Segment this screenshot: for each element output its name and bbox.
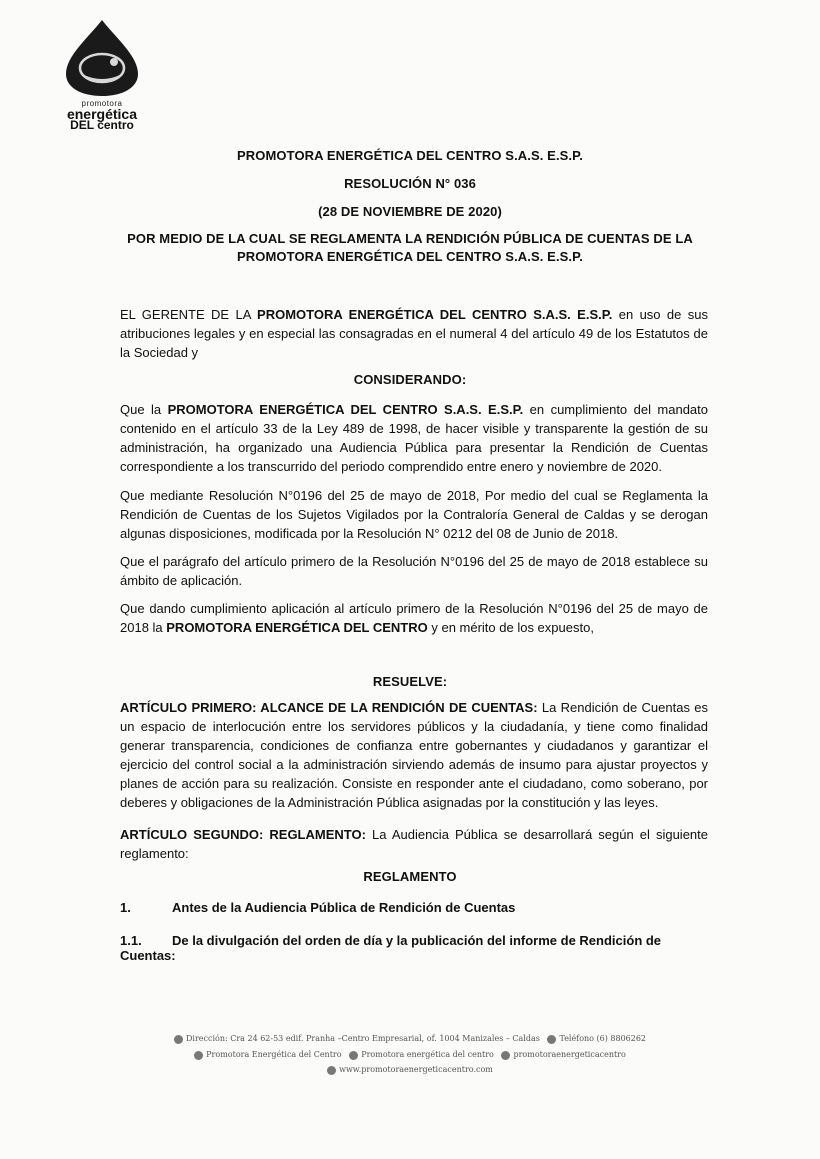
subject-line-2: PROMOTORA ENERGÉTICA DEL CENTRO S.A.S. E.S.P.	[237, 249, 583, 264]
article-one: ARTÍCULO PRIMERO: ALCANCE DE LA RENDICIÓN DE CUENTAS: La Rendición de Cuentas es un espacio de interlocución entre los servidores públicos y la ciudadanía, y tiene como finalidad generar transparencia, condiciones de confianza entre gobernantes y ciudadanos y garantizar el ejercicio del control social a la administración sirviendo además de insumo para ajustar proyectos y planes de acción para su realización. Consiste en responder ante el ciudadano, como soberano, por deberes y obligaciones de la Administración Pública asignadas por la constitución y las leyes.	[120, 700, 708, 810]
considerando-heading: CONSIDERANDO:	[353, 372, 467, 387]
intro-paragraph: EL GERENTE DE LA PROMOTORA ENERGÉTICA DEL CENTRO S.A.S. E.S.P. en uso de sus atribuciones legales y en especial las consagradas en el numeral 4 del artículo 49 de los Estatutos de la Sociedad y	[120, 307, 708, 360]
list-item: 1. Antes de la Audiencia Pública de Rendición de Cuentas	[120, 900, 516, 915]
article-two: ARTÍCULO SEGUNDO: REGLAMENTO: La Audiencia Pública se desarrollará según el siguiente reglamento:	[120, 827, 708, 861]
list-item: 1.1. De la divulgación del orden de día y la publicación del informe de Rendición de Cuentas:	[120, 933, 662, 963]
frog-drop-icon	[58, 18, 146, 98]
company-logo	[52, 14, 152, 130]
instagram-icon	[501, 1051, 510, 1060]
considerando-paragraph-1: Que la PROMOTORA ENERGÉTICA DEL CENTRO S.A.S. E.S.P. en cumplimiento del mandato contenido en el artículo 33 de la Ley 489 de 1998, de hacer visible y transparente la gestión de su administración, ha organizado una Audiencia Pública para presentar la Rendición de Cuentas correspondiente a los transcurrido del periodo comprendido entre enero y noviembre de 2020.	[120, 402, 709, 474]
footer-address-line: Dirección: Cra 24 62-53 edif. Pranha –Centro Empresarial, of. 1004 Manizales – Caldas Teléfono (6) 8806262	[0, 1034, 820, 1044]
considerando-paragraph-2: Que mediante Resolución N°0196 del 25 de mayo de 2018, Por medio del cual se Reglamenta la Rendición de Cuentas de los Sujetos Vigilados por la Contraloría General de Caldas y se derogan algunas disposiciones, modificada por la Resolución N° 0212 del 08 de Junio de 2018.	[120, 488, 708, 541]
footer-web-line: www.promotoraenergeticacentro.com	[0, 1065, 820, 1075]
logo-line-1: promotora	[81, 99, 123, 108]
resolution-number: RESOLUCIÓN N° 036	[344, 176, 476, 191]
logo-line-3: DEL centro	[70, 118, 134, 132]
footer-social-line: Promotora Energética del Centro Promotora energética del centro promotoraenergeticacentro	[0, 1050, 820, 1060]
globe-icon	[349, 1051, 358, 1060]
considerando-paragraph-3: Que el parágrafo del artículo primero de la Resolución N°0196 del 25 de mayo de 2018 establece su ámbito de aplicación.	[120, 554, 708, 588]
resuelve-heading: RESUELVE:	[372, 674, 448, 689]
considerando-paragraph-4: Que dando cumplimiento aplicación al artículo primero de la Resolución N°0196 del 25 de mayo de 2018 la PROMOTORA ENERGÉTICA DEL CENTRO y en mérito de los expuesto,	[120, 601, 708, 635]
logo-line-2: energética	[66, 106, 138, 122]
company-title: PROMOTORA ENERGÉTICA DEL CENTRO S.A.S. E.S.P.	[237, 148, 583, 163]
subject-line-1: POR MEDIO DE LA CUAL SE REGLAMENTA LA RENDICIÓN PÚBLICA DE CUENTAS DE LA	[127, 231, 693, 246]
location-icon	[174, 1035, 183, 1044]
reglamento-heading: REGLAMENTO	[363, 869, 457, 884]
resolution-date: (28 DE NOVIEMBRE DE 2020)	[318, 204, 502, 219]
facebook-icon	[194, 1051, 203, 1060]
phone-icon	[547, 1035, 556, 1044]
web-icon	[327, 1066, 336, 1075]
